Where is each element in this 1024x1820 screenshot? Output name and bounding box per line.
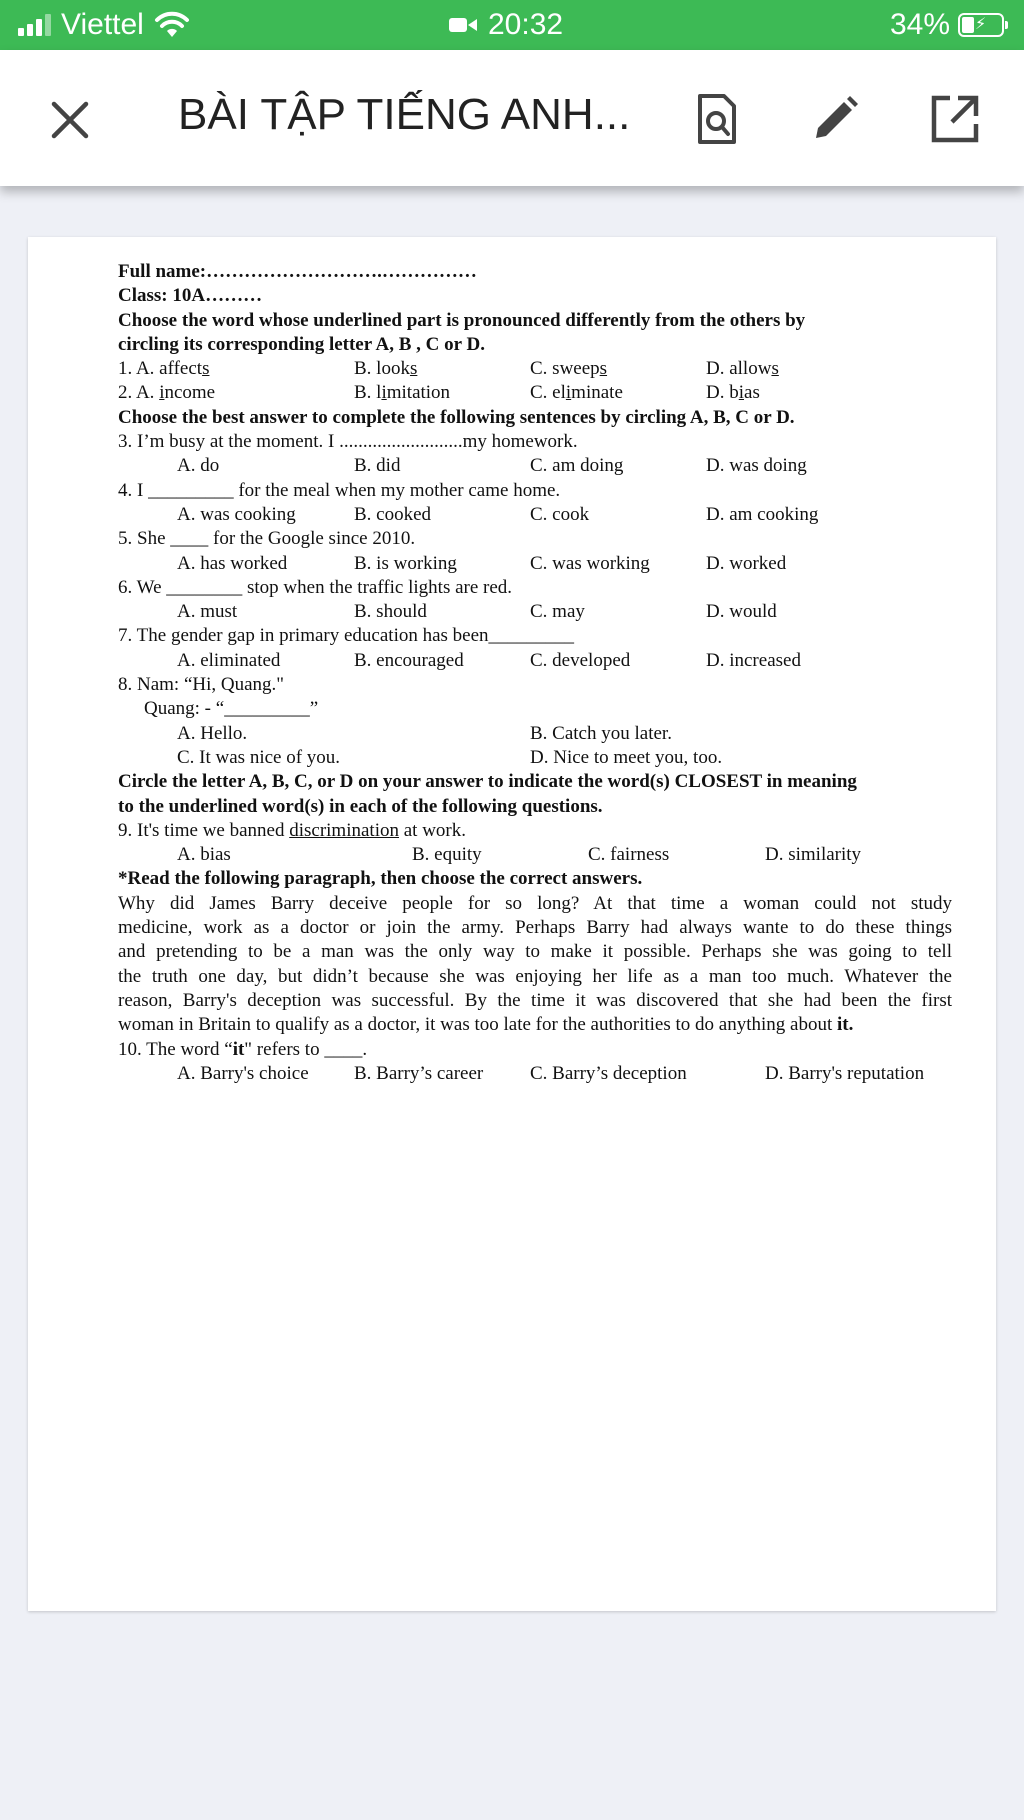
question-9-options [118,843,952,867]
q2-option-d: D. bias [706,382,760,404]
q5-option-d: D. worked [706,552,787,574]
q2-option-c: C. eliminate [530,382,623,404]
question-8-options-cd [118,746,952,770]
section-3-title: Circle the letter A, B, C, or D on your answer to indicate the word(s) CLOSEST in meaning [118,771,857,793]
q4-option-a: A. was cooking [177,503,296,525]
q3-option-c: C. am doing [530,455,624,477]
q8-quang-line: Quang: - “_________” [144,698,319,720]
open-external-icon[interactable] [928,92,982,146]
q3-option-a: A. do [177,455,220,477]
q3-option-b: B. did [354,455,401,477]
question-10-stem: 10. The word “it" refers to ____. [118,1038,368,1060]
question-4-stem: 4. I _________ for the meal when my mother came home. [118,479,561,501]
cellular-signal-icon [18,14,51,36]
q8-option-d: D. Nice to meet you, too. [530,746,723,768]
screen-recording-icon [448,15,478,35]
close-icon[interactable] [44,94,96,146]
q1-option-c: C. sweeps [530,358,608,380]
q2-option-a: 2. A. income [118,382,216,404]
q4-option-d: D. am cooking [706,503,819,525]
q9-option-b: B. equity [412,844,482,866]
section-1-title: Choose the word whose underlined part is pronounced differently from the others by [118,309,806,331]
question-3-options [118,454,952,478]
question-7-stem: 7. The gender gap in primary education has been_________ [118,625,575,647]
q8-option-a: A. Hello. [177,722,248,744]
q10-option-c: C. Barry’s deception [530,1062,687,1084]
document-content [118,260,952,1086]
edit-pencil-icon[interactable] [808,92,862,146]
document-title: BÀI TẬP TIẾNG ANH... [178,90,631,139]
question-9-stem: 9. It's time we banned discrimination at work. [118,819,466,841]
paragraph-line-2: medicine, work as a doctor or join the army. Perhaps Barry had always wante to do these things [118,917,952,939]
q9-option-d: D. similarity [765,844,862,866]
section-2-title: Choose the best answer to complete the following sentences by circling A, B, C or D. [118,406,795,428]
question-1 [118,357,952,381]
q8-option-c: C. It was nice of you. [177,746,341,768]
question-3-stem: 3. I’m busy at the moment. I ..........................my homework. [118,431,578,453]
q10-option-d: D. Barry's reputation [765,1062,925,1084]
paragraph-line-6: woman in Britain to qualify as a doctor, it was too late for the authorities to do anything about it. [118,1014,854,1036]
q6-option-a: A. must [177,601,238,623]
question-7-options [118,649,952,673]
q4-option-b: B. cooked [354,503,432,525]
q1-option-d: D. allows [706,358,779,380]
carrier-name: Viettel [61,8,144,41]
q5-option-c: C. was working [530,552,650,574]
question-6-options [118,600,952,624]
q7-option-a: A. eliminated [177,649,281,671]
q6-option-c: C. may [530,601,585,623]
q9-option-c: C. fairness [588,844,670,866]
q10-option-b: B. Barry’s career [354,1062,484,1084]
q9-underlined-word: discrimination [289,819,399,841]
q6-option-b: B. should [354,601,427,623]
paragraph-line-4: the truth one day, but didn’t because she was enjoying her life as a man too much. Whatever the [118,965,952,987]
q1-option-a: 1. A. affects [118,358,210,380]
q5-option-a: A. has worked [177,552,288,574]
wifi-icon [154,11,190,39]
q10-option-a: A. Barry's choice [177,1062,309,1084]
paragraph-line-3: and pretending to be a man was the only way to make it possible. Perhaps she was going to tell [118,941,952,963]
q5-option-b: B. is working [354,552,457,574]
question-5-stem: 5. She ____ for the Google since 2010. [118,528,416,550]
question-10-options [118,1062,952,1086]
question-5-options [118,552,952,576]
q4-option-c: C. cook [530,503,590,525]
search-document-icon[interactable] [690,92,744,146]
status-bar [0,0,1024,50]
clock: 20:32 [488,8,564,41]
q7-option-b: B. encouraged [354,649,464,671]
question-2 [118,381,952,405]
document-viewer-toolbar [0,50,1024,186]
question-8-reply [118,697,952,721]
q8-option-b: B. Catch you later. [530,722,672,744]
question-6-stem: 6. We ________ stop when the traffic lights are red. [118,576,513,598]
paragraph-line-1: Why did James Barry deceive people for so long? At that time a woman could not study [118,892,952,914]
question-4-options [118,503,952,527]
section-1-title-cont: circling its corresponding letter A, B , C or D. [118,333,485,355]
question-8-stem: 8. Nam: “Hi, Quang." [118,674,285,696]
section-4-title: *Read the following paragraph, then choose the correct answers. [118,868,643,890]
class-line: Class: 10A……… [118,285,263,307]
q7-option-d: D. increased [706,649,801,671]
q7-option-c: C. developed [530,649,631,671]
q1-option-b: B. looks [354,358,418,380]
section-3-title-cont: to the underlined word(s) in each of the following questions. [118,795,603,817]
full-name-line: Full name:……………………….…………… [118,261,477,282]
battery-percent: 34% [889,8,950,41]
q3-option-d: D. was doing [706,455,807,477]
q9-option-a: A. bias [177,844,231,866]
paragraph-line-5: reason, Barry's deception was successful. By the time it was discovered that she had been the first [118,989,952,1011]
q6-option-d: D. would [706,601,777,623]
q2-option-b: B. limitation [354,382,451,404]
battery-charging-icon: ⚡ [958,13,1004,37]
question-8-options-ab [118,722,952,746]
